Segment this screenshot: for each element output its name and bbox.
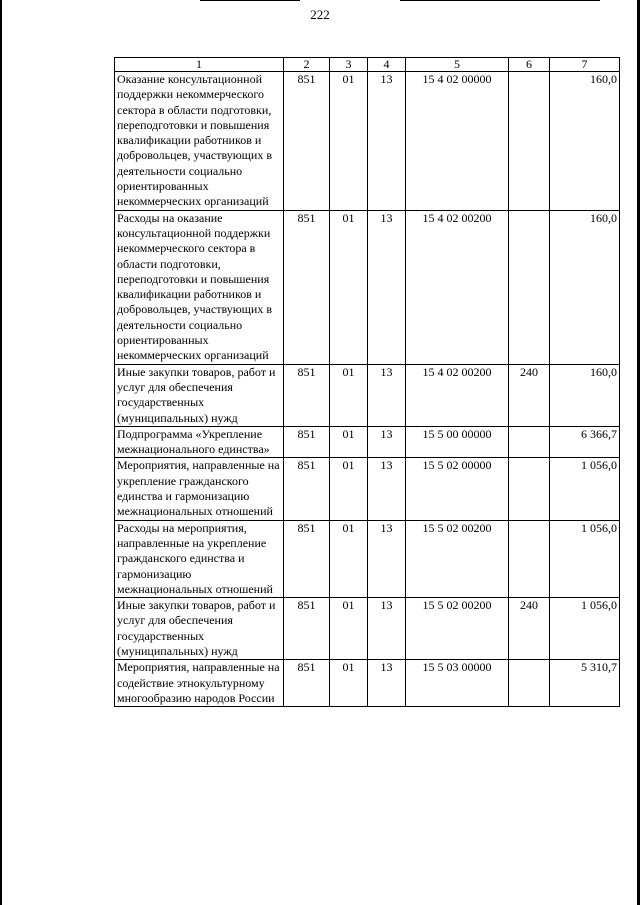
ministry-code: 851 [284, 210, 330, 364]
section-code: 01 [330, 426, 368, 458]
expense-type-code: 240 [509, 364, 550, 426]
target-code: 15 5 02 00000 [406, 458, 509, 520]
expense-name: Расходы на оказание консультационной поддержки некоммерческого сектора в области подготовки, переподготовки и повышения квалификации работников и добровольцев, участвующих в деятельности социально ориентированных некоммерческих организаций [115, 210, 284, 364]
expense-name: Оказание консультационной поддержки некоммерческого сектора в области подготовки, переподготовки и повышения квалификации работников и добровольцев, участвующих в деятельности социально ориентированных некоммерческих организаций [115, 72, 284, 211]
expense-type-code [509, 458, 550, 520]
section-code: 01 [330, 520, 368, 597]
expense-type-code [509, 520, 550, 597]
table-row [115, 426, 620, 458]
ministry-code: 851 [284, 598, 330, 660]
header-cell: 1 [115, 58, 284, 72]
section-code: 01 [330, 72, 368, 211]
section-code: 01 [330, 458, 368, 520]
amount: 1 056,0 [550, 520, 620, 597]
header-cell: 4 [368, 58, 406, 72]
header-cell: 3 [330, 58, 368, 72]
amount: 1 056,0 [550, 598, 620, 660]
table-row [115, 520, 620, 597]
table-row [115, 364, 620, 426]
amount: 160,0 [550, 210, 620, 364]
expense-name: Иные закупки товаров, работ и услуг для обеспечения государственных (муниципальных) нужд [115, 364, 284, 426]
amount: 6 366,7 [550, 426, 620, 458]
section-code: 01 [330, 364, 368, 426]
table-row [115, 660, 620, 707]
target-code: 15 5 03 00000 [406, 660, 509, 707]
subsection-code: 13 [368, 72, 406, 211]
subsection-code: 13 [368, 364, 406, 426]
scan-top-mark [200, 0, 300, 1]
subsection-code: 13 [368, 458, 406, 520]
subsection-code: 13 [368, 598, 406, 660]
page-number: 222 [310, 7, 330, 22]
expense-name: Расходы на мероприятия, направленные на укрепление гражданского единства и гармонизацию межнациональных отношений [115, 520, 284, 597]
ministry-code: 851 [284, 660, 330, 707]
table-row [115, 598, 620, 660]
scan-left-edge [0, 0, 2, 905]
scan-top-mark [400, 0, 600, 1]
expense-type-code: 240 [509, 598, 550, 660]
subsection-code: 13 [368, 660, 406, 707]
target-code: 15 4 02 00200 [406, 210, 509, 364]
subsection-code: 13 [368, 426, 406, 458]
section-code: 01 [330, 660, 368, 707]
subsection-code: 13 [368, 520, 406, 597]
amount: 1 056,0 [550, 458, 620, 520]
expense-type-code [509, 210, 550, 364]
amount: 160,0 [550, 364, 620, 426]
amount: 5 310,7 [550, 660, 620, 707]
header-cell: 7 [550, 58, 620, 72]
expense-name: Мероприятия, направленные на содействие этнокультурному многообразию народов России [115, 660, 284, 707]
target-code: 15 4 02 00000 [406, 72, 509, 211]
header-cell: 5 [406, 58, 509, 72]
target-code: 15 5 00 00000 [406, 426, 509, 458]
expense-type-code [509, 72, 550, 211]
subsection-code: 13 [368, 210, 406, 364]
ministry-code: 851 [284, 458, 330, 520]
expense-type-code [509, 660, 550, 707]
section-code: 01 [330, 598, 368, 660]
budget-table [114, 57, 620, 707]
header-cell: 2 [284, 58, 330, 72]
expense-type-code [509, 426, 550, 458]
ministry-code: 851 [284, 426, 330, 458]
target-code: 15 5 02 00200 [406, 598, 509, 660]
section-code: 01 [330, 210, 368, 364]
ministry-code: 851 [284, 72, 330, 211]
table-row [115, 72, 620, 211]
table-row [115, 458, 620, 520]
expense-name: Подпрограмма «Укрепление межнационального единства» [115, 426, 284, 458]
target-code: 15 5 02 00200 [406, 520, 509, 597]
amount: 160,0 [550, 72, 620, 211]
expense-name: Мероприятия, направленные на укрепление гражданского единства и гармонизацию межнациональных отношений [115, 458, 284, 520]
target-code: 15 4 02 00200 [406, 364, 509, 426]
expense-name: Иные закупки товаров, работ и услуг для обеспечения государственных (муниципальных) нужд [115, 598, 284, 660]
table-row [115, 210, 620, 364]
ministry-code: 851 [284, 520, 330, 597]
header-row [115, 58, 620, 72]
ministry-code: 851 [284, 364, 330, 426]
header-cell: 6 [509, 58, 550, 72]
